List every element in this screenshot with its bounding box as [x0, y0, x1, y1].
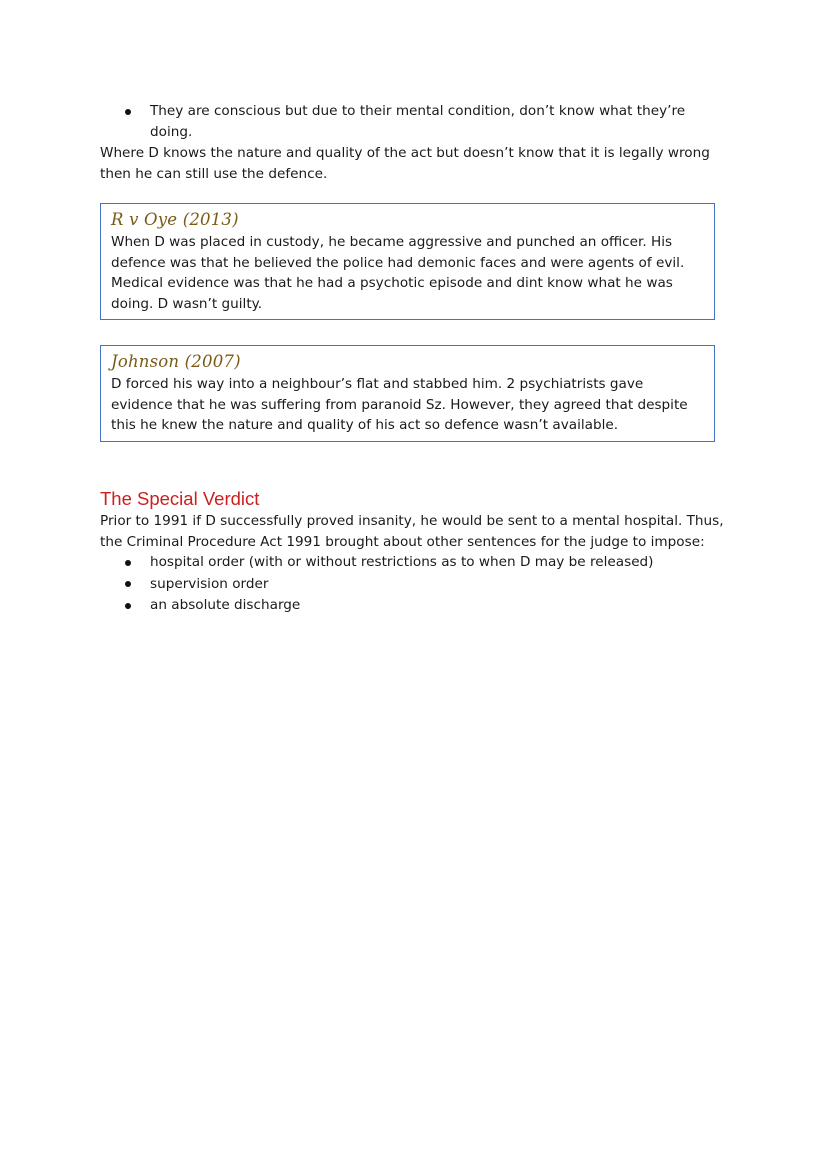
bullet-text: an absolute discharge [150, 597, 301, 613]
case-box-oye [100, 203, 715, 320]
case-box-johnson [100, 345, 715, 442]
bullet-text: They are conscious but due to their mental condition, don’t know what they’re doing. [150, 103, 686, 140]
list-item [100, 552, 720, 574]
bullet-icon [125, 581, 131, 587]
bullet-text: supervision order [150, 575, 269, 592]
case-title: Johnson (2007) [111, 352, 241, 371]
section-paragraph: Prior to 1991 if D successfully proved insanity, he would be sent to a mental hospital. Thus, the Criminal Procedure Act 1991 brought about other sentences for the judge to impose: [100, 513, 724, 550]
list-item [100, 101, 720, 142]
intro-bullet-list [100, 101, 720, 142]
bullet-icon [125, 560, 131, 566]
case-title: R v Oye (2013) [111, 210, 239, 229]
section-heading: The Special Verdict [100, 488, 260, 509]
intro-paragraph: Where D knows the nature and quality of the act but doesn’t know that it is legally wrong then he can still use the defence. [100, 145, 710, 182]
bullet-icon [125, 109, 131, 115]
list-item [100, 574, 720, 596]
list-item [100, 595, 720, 617]
sentence-bullet-list [100, 552, 720, 617]
bullet-icon [125, 603, 131, 609]
case-text: When D was placed in custody, he became aggressive and punched an officer. His defence was that he believed the police had demonic faces and were agents of evil. Medical evidence was that he had a psychotic episode and dint know what he was doing. D wasn’t guilty. [111, 234, 685, 312]
case-text: D forced his way into a neighbour’s flat and stabbed him. 2 psychiatrists gave evidence that he was suffering from paranoid Sz. However, they agreed that despite this he knew the nature and quality of his act so defence wasn’t available. [111, 376, 688, 433]
bullet-text: hospital order (with or without restrictions as to when D may be released) [150, 554, 654, 570]
